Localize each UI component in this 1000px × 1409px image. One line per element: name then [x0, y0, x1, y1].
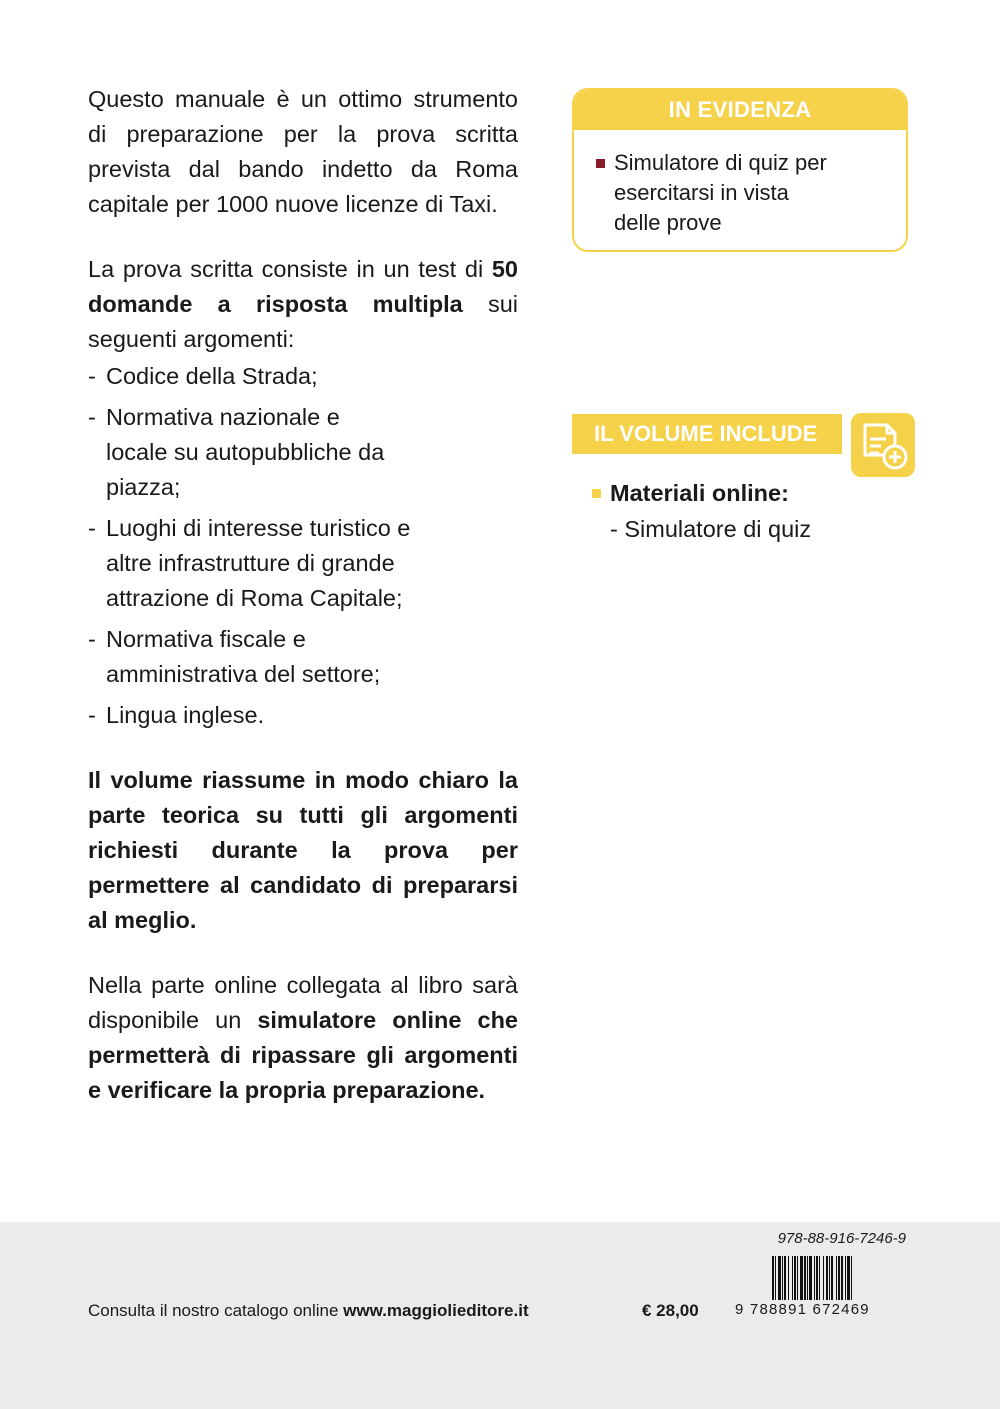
price: € 28,00 — [642, 1301, 699, 1320]
exam-paragraph — [88, 252, 518, 357]
barcode-bar — [792, 1256, 793, 1300]
barcode-bar — [831, 1256, 833, 1300]
square-bullet-icon — [592, 489, 601, 498]
in-evidenza-box — [572, 88, 908, 252]
barcode-bar — [814, 1256, 815, 1300]
in-evidenza-title: IN EVIDENZA — [574, 90, 906, 130]
exam-text-bold: 50 domande a risposta multipla — [88, 256, 518, 317]
barcode-bar — [804, 1256, 806, 1300]
barcode-bar — [794, 1256, 796, 1300]
online-text-a: Nella parte online collegata al libro sarà disponibile un — [88, 972, 518, 1033]
catalog-url[interactable]: www.maggiolieditore.it — [343, 1301, 529, 1320]
barcode-bar — [826, 1256, 828, 1300]
document-add-icon — [851, 413, 915, 477]
barcode-bar — [816, 1256, 818, 1300]
barcode-bar — [829, 1256, 830, 1300]
materials-item: - Simulatore di quiz — [610, 516, 812, 542]
barcode-bar — [788, 1256, 789, 1300]
exam-text-a: La prova scritta consiste in un test di — [88, 256, 492, 282]
barcode-bar — [838, 1256, 840, 1300]
topic-item: - Normativa nazionale e locale su autopubbliche da piazza; — [88, 400, 396, 505]
square-bullet-icon — [596, 159, 605, 168]
barcode-bar — [782, 1256, 783, 1300]
barcode-bar — [778, 1256, 781, 1300]
online-paragraph — [88, 968, 518, 1108]
topic-item: - Codice della Strada; — [88, 359, 518, 394]
topic-item: - Normativa fiscale e amministrativa del settore; — [88, 622, 451, 692]
barcode-bar — [819, 1256, 820, 1300]
barcode-bar — [845, 1256, 846, 1300]
barcode-bar — [809, 1256, 812, 1300]
in-evidenza-item: Simulatore di quiz per esercitarsi in vista delle prove — [614, 150, 827, 235]
barcode-bar — [836, 1256, 837, 1300]
materials-heading: Materiali online: — [610, 480, 789, 506]
barcode-bar — [841, 1256, 843, 1300]
volume-include-body — [592, 475, 811, 547]
topic-item: - Lingua inglese. — [88, 698, 518, 733]
barcode-bar — [797, 1256, 798, 1300]
barcode-icon — [771, 1256, 907, 1300]
intro-paragraph: Questo manuale è un ottimo strumento di preparazione per la prova scritta prevista dal bando indetto da Roma capitale per 1000 nuove licenze di Taxi. — [88, 86, 518, 217]
summary-paragraph: Il volume riassume in modo chiaro la parte teorica su tutti gli argomenti richiesti durante la prova per permettere al candidato di prepararsi al meglio. — [88, 767, 518, 933]
exam-text-b: sui seguenti argomenti: — [88, 291, 518, 352]
barcode-bar — [784, 1256, 786, 1300]
online-text-bold: simulatore online che permetterà di ripassare gli argomenti e verificare la propria preparazione. — [88, 1007, 518, 1103]
barcode-bar — [775, 1256, 776, 1300]
topic-item: - Luoghi di interesse turistico e altre infrastrutture di grande attrazione di Roma Capitale; — [88, 511, 411, 616]
catalog-text: Consulta il nostro catalogo online — [88, 1301, 344, 1320]
catalog-line — [88, 1301, 529, 1321]
barcode-bar — [847, 1256, 850, 1300]
barcode-digits: 9 788891 672469 — [735, 1301, 870, 1318]
volume-include-title: IL VOLUME INCLUDE — [572, 414, 842, 454]
barcode-bar — [807, 1256, 808, 1300]
description-column — [88, 82, 518, 1108]
isbn: 978-88-916-7246-9 — [777, 1230, 906, 1247]
barcode-bar — [800, 1256, 803, 1300]
barcode-bar — [851, 1256, 852, 1300]
topics-list — [88, 359, 518, 733]
in-evidenza-body — [574, 130, 906, 238]
barcode-bar — [823, 1256, 824, 1300]
barcode-bar — [772, 1256, 774, 1300]
